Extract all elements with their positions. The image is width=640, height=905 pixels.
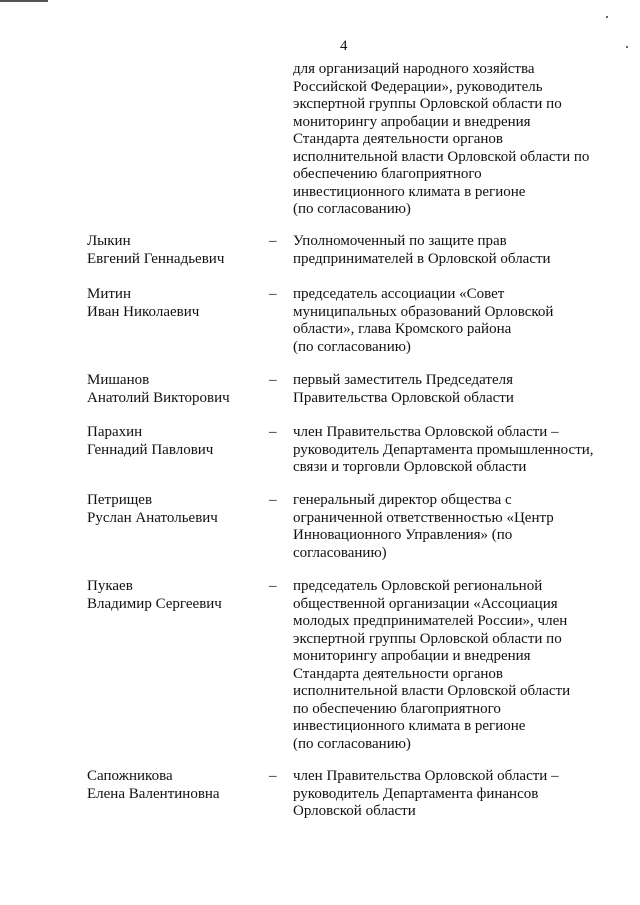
description-line: экспертной группы Орловской области по — [293, 96, 562, 112]
scan-edge-mark — [0, 0, 48, 2]
member-given-names: Руслан Анатольевич — [87, 509, 218, 526]
member-role — [293, 768, 613, 821]
role-line: согласованию) — [293, 544, 387, 561]
member-surname: Парахин — [87, 424, 143, 440]
member-name — [87, 768, 220, 803]
role-line: генеральный директор общества с — [293, 492, 512, 508]
role-line: Стандарта деятельности органов — [293, 665, 504, 682]
role-line: Инновационного Управления» (по — [293, 527, 513, 543]
description-line: для организаций народного хозяйства — [293, 61, 535, 77]
member-name — [87, 424, 213, 459]
dash-separator: – — [269, 578, 277, 594]
member-given-names: Евгений Геннадьевич — [87, 250, 225, 267]
member-name — [87, 233, 224, 268]
member-given-names: Елена Валентиновна — [87, 785, 220, 802]
role-line: (по согласованию) — [293, 735, 411, 752]
role-line: предпринимателей в Орловской области — [293, 250, 551, 267]
dash-separator: – — [269, 768, 277, 784]
member-role — [293, 233, 613, 268]
dash-separator: – — [269, 372, 277, 388]
role-line: Правительства Орловской области — [293, 389, 514, 406]
role-line: исполнительной власти Орловской области — [293, 683, 571, 699]
description-line: мониторингу апробации и внедрения — [293, 113, 531, 130]
role-line: Орловской области — [293, 803, 416, 819]
description-line: Стандарта деятельности органов — [293, 131, 504, 147]
description-line: исполнительной власти Орловской области по — [293, 148, 590, 165]
role-line: член Правительства Орловской области – — [293, 768, 559, 784]
member-surname: Пукаев — [87, 578, 133, 594]
role-line: руководитель Департамента финансов — [293, 785, 539, 802]
member-role — [293, 492, 613, 562]
description-line: Российской Федерации», руководитель — [293, 78, 543, 95]
role-line: молодых предпринимателей России», член — [293, 613, 568, 629]
member-name — [87, 286, 199, 321]
role-line: связи и торговли Орловской области — [293, 459, 527, 475]
member-name — [87, 492, 218, 527]
role-line: экспертной группы Орловской области по — [293, 630, 562, 647]
role-line: общественной организации «Ассоциация — [293, 595, 558, 612]
member-name — [87, 578, 222, 613]
role-line: член Правительства Орловской области – — [293, 424, 559, 440]
role-line: первый заместитель Председателя — [293, 372, 513, 388]
member-given-names: Анатолий Викторович — [87, 389, 230, 406]
dash-separator: – — [269, 424, 277, 440]
dash-separator: – — [269, 233, 277, 249]
description-line: обеспечению благоприятного — [293, 166, 482, 182]
member-surname: Мишанов — [87, 372, 150, 388]
role-line: мониторингу апробации и внедрения — [293, 648, 531, 664]
member-role — [293, 372, 613, 407]
member-given-names: Иван Николаевич — [87, 303, 200, 320]
role-line: ограниченной ответственностью «Центр — [293, 509, 554, 526]
member-name — [87, 372, 230, 407]
member-surname: Лыкин — [87, 233, 131, 249]
member-surname: Сапожникова — [87, 768, 173, 784]
dash-separator: – — [269, 286, 277, 302]
dash-separator: – — [269, 492, 277, 508]
role-line: муниципальных образований Орловской — [293, 303, 554, 320]
scan-speck — [606, 16, 608, 18]
role-line: (по согласованию) — [293, 338, 411, 355]
continuation-description — [293, 61, 613, 219]
role-line: по обеспечению благоприятного — [293, 700, 501, 717]
member-given-names: Геннадий Павлович — [87, 441, 214, 458]
role-line: области», глава Кромского района — [293, 321, 512, 337]
scan-speck — [626, 46, 628, 48]
member-role — [293, 286, 613, 356]
member-given-names: Владимир Сергеевич — [87, 595, 222, 612]
description-line: инвестиционного климата в регионе — [293, 183, 526, 200]
member-surname: Митин — [87, 286, 131, 302]
role-line: инвестиционного климата в регионе — [293, 718, 526, 734]
role-line: руководитель Департамента промышленности, — [293, 441, 594, 458]
member-role — [293, 424, 613, 477]
role-line: председатель ассоциации «Совет — [293, 286, 505, 302]
description-line: (по согласованию) — [293, 201, 411, 217]
page-number: 4 — [340, 38, 348, 54]
role-line: Уполномоченный по защите прав — [293, 233, 507, 249]
member-surname: Петрищев — [87, 492, 153, 508]
member-role — [293, 578, 613, 753]
role-line: председатель Орловской региональной — [293, 578, 543, 594]
